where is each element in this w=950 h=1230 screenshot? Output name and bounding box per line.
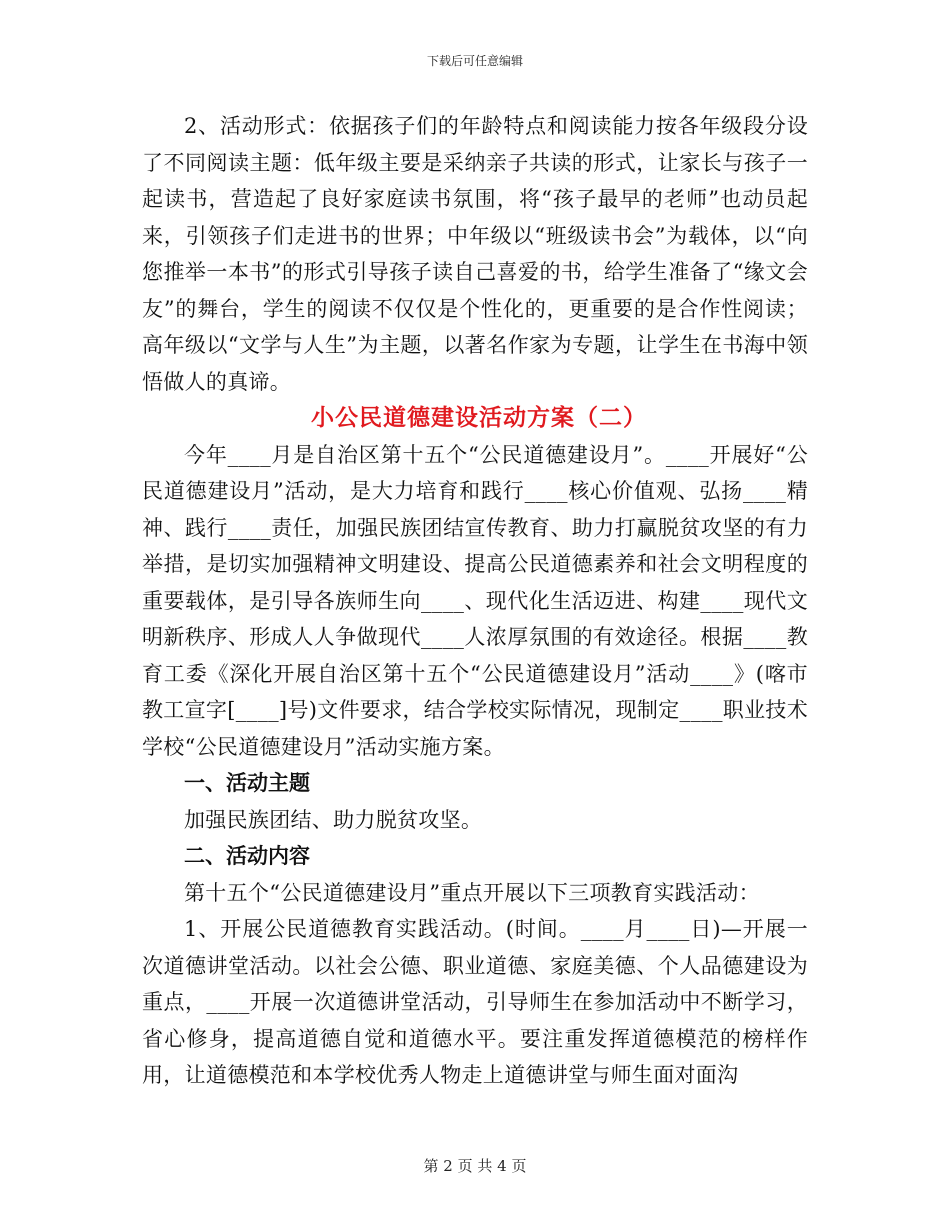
heading-activity-theme: 一、活动主题 [184, 770, 310, 795]
paragraph-activity-theme: 加强民族团结、助力脱贫攻坚。 [184, 807, 483, 832]
page-header: 下载后可任意编辑 [426, 54, 523, 68]
heading-activity-content: 二、活动内容 [184, 843, 310, 868]
paragraph-intro: 今年____月是自治区第十五个“公民道德建设月”。____开展好“公民道德建设月”活动，是大力培育和践行____核心价值观、弘扬____精神、践行____责任，加强民族团结宣传教育、助力打赢脱贫攻坚的有力举措，是切实加强精神文明建设、提高公民道德素养和社会文明程度的重要载体，是引导各族师生向____、现代化生活迈进、构建____现代文明新秩序、形成人人争做现代____人浓厚氛围的有效途径。根据____教育工委《深化开展自治区第十五个“公民道德建设月”活动____》(喀市教工宣字[____]号)文件要求，结合学校实际情况，现制定____职业技术学校“公民道德建设月”活动实施方案。 [142, 442, 808, 759]
paragraph-activity-form: 2、活动形式：依据孩子们的年龄特点和阅读能力按各年级段分设了不同阅读主题：低年级主要是采纳亲子共读的形式，让家长与孩子一起读书，营造起了良好家庭读书氛围，将“孩子最早的老师”也动员起来，引领孩子们走进书的世界；中年级以“班级读书会”为载体，以“向您推举一本书”的形式引导孩子读自己喜爱的书，给学生准备了“缘文会友”的舞台，学生的阅读不仅仅是个性化的，更重要的是合作性阅读；高年级以“文学与人生”为主题，以著名作家为专题，让学生在书海中领悟做人的真谛。 [142, 114, 808, 394]
paragraph-content-intro: 第十五个“公民道德建设月”重点开展以下三项教育实践活动： [184, 880, 760, 905]
document-title: 小公民道德建设活动方案（二） [311, 404, 647, 431]
document-body [142, 108, 808, 1094]
paragraph-item-1: 1、开展公民道德教育实践活动。(时间。____月____日)—开展一次道德讲堂活动。以社会公德、职业道德、家庭美德、个人品德建设为重点，____开展一次道德讲堂活动，引导师生在参加活动中不断学习，省心修身，提高道德自觉和道德水平。要注重发挥道德模范的榜样作用，让道德模范和本学校优秀人物走上道德讲堂与师生面对面沟 [142, 917, 808, 1087]
page-footer: 第 2 页 共 4 页 [423, 1157, 527, 1175]
